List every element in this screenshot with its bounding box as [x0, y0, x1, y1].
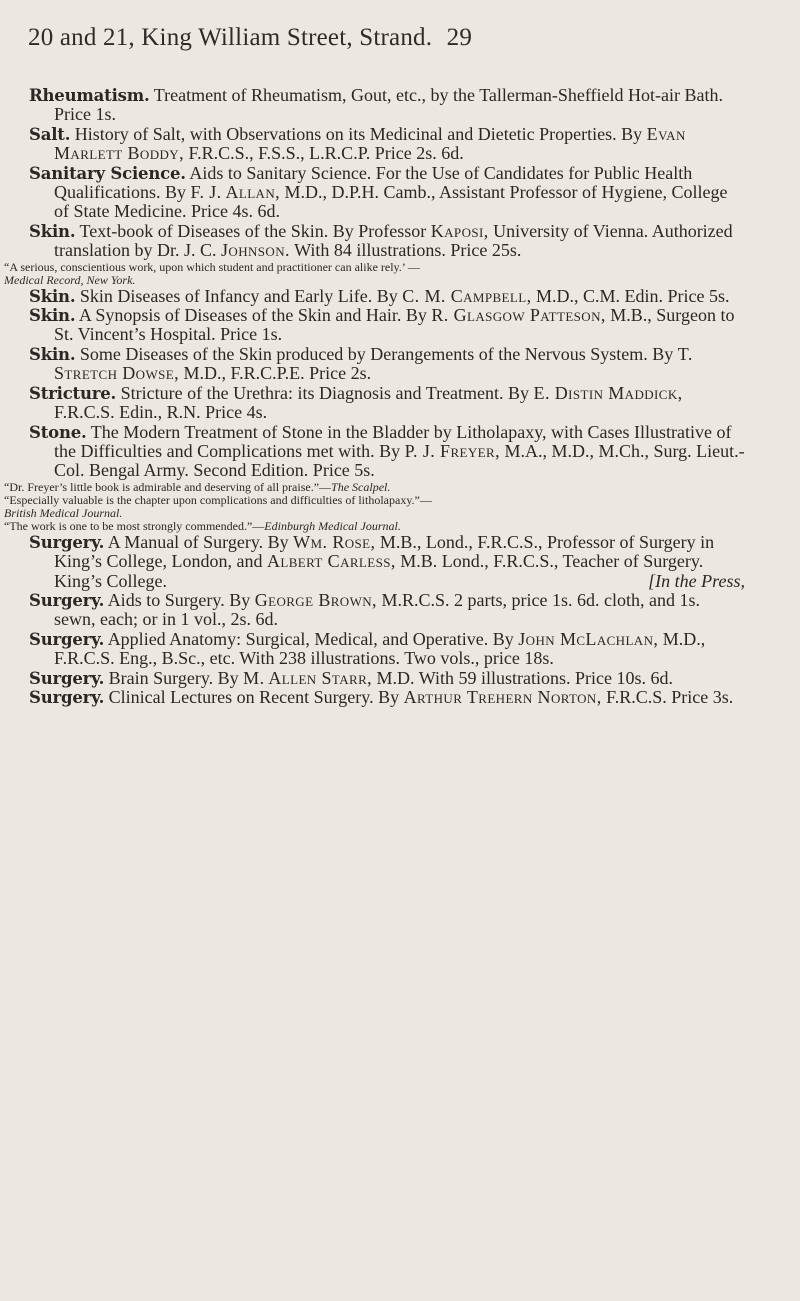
entry-text: M.A., M.D., M.Ch., Surg. Lieut.-Col. Bengal Army. Second Edition. Price 5s. — [54, 440, 745, 481]
entry-author: Evan Marlett Boddy, — [54, 123, 686, 164]
entry-author: P. J. Freyer, — [404, 440, 500, 461]
entry-heading: Skin. — [29, 286, 76, 306]
entry-author: Wm. Rose, — [293, 531, 376, 552]
entry-heading: Sanitary Science. — [29, 163, 186, 183]
entry-heading: Surgery. — [29, 629, 105, 649]
entry-salt — [29, 125, 745, 164]
entry-text: Brain Surgery. By — [108, 667, 239, 688]
entry-author: F. J. Allan, — [190, 182, 281, 203]
entry-author: John McLachlan, — [518, 628, 659, 649]
quote-source: The Scalpel. — [331, 479, 391, 494]
entry-heading: Surgery. — [29, 668, 105, 688]
entry-text: The Modern Treatment of Stone in the Bladder by Litholapaxy, with Cases Illustrative of the Difficulties and Complications met with. By — [54, 421, 732, 461]
entry-text: Clinical Lectures on Recent Surgery. By — [108, 686, 400, 707]
entry-text: F.R.C.S. Price 3s. — [606, 686, 734, 707]
entry-author: C. M. Campbell, — [402, 285, 532, 306]
review-quote — [4, 261, 745, 287]
entry-author: M. Allen Starr, — [243, 667, 373, 688]
quote-text: “Especially valuable is the chapter upon complications and difficulties of litholapaxy.”— — [4, 492, 432, 507]
entry-heading: Skin. — [29, 221, 76, 241]
entry-surgery-starr — [29, 669, 745, 688]
entry-author: Albert Carless, — [266, 551, 396, 572]
entry-rheumatism — [29, 86, 745, 125]
entry-heading: Surgery. — [29, 687, 105, 707]
entry-skin-dowse — [29, 345, 745, 384]
entry-text: Some Diseases of the Skin produced by Derangements of the Nervous System. By — [79, 343, 674, 364]
entry-text: Text-book of Diseases of the Skin. By Professor — [79, 220, 427, 241]
entry-heading: Surgery. — [29, 532, 105, 552]
header-address: 20 and 21, King William Street, Strand. — [28, 24, 433, 51]
running-header — [28, 24, 528, 52]
entry-text: M.B., Lond., F.R.C.S., Professor of Surgery in King’s College, London, and — [54, 531, 715, 572]
entry-text: Stricture of the Urethra: its Diagnosis and Treatment. By — [120, 382, 530, 403]
entry-text: A Synopsis of Diseases of the Skin and Hair. By — [78, 305, 427, 326]
entry-skin-kaposi — [29, 222, 745, 261]
entry-heading: Skin. — [29, 306, 76, 326]
entry-text: M.D., C.M. Edin. Price 5s. — [535, 285, 730, 306]
entry-text: Treatment of Rheumatism, Gout, etc., by the Tallerman-Sheffield Hot-air Bath. Price 1s. — [54, 85, 724, 125]
quote-source: Medical Record, New York. — [4, 272, 136, 287]
entry-text: A Manual of Surgery. By — [107, 531, 289, 552]
entry-heading: Skin. — [29, 344, 76, 364]
entry-text: M.R.C.S. 2 parts, price 1s. 6d. cloth, and 1s. sewn, each; or in 1 vol., 2s. 6d. — [54, 589, 700, 630]
page-number: 29 — [446, 24, 473, 51]
entry-heading: Stricture. — [29, 383, 117, 403]
entry-surgery-mclachlan — [29, 630, 745, 669]
entry-heading: Stone. — [29, 422, 87, 442]
entry-surgery-rose — [29, 533, 745, 591]
entry-text: M.D., D.P.H. Camb., Assistant Professor of Hygiene, College of State Medicine. Price 4s. 6d. — [54, 182, 728, 222]
entry-author: T. Stretch Dowse, — [54, 343, 693, 384]
entry-text: M.D., F.R.C.P.E. Price 2s. — [183, 363, 372, 384]
entry-text: Aids to Sanitary Science. For the Use of Candidates for Public Health Qualifications. By — [54, 162, 693, 203]
entry-author: Kaposi, — [430, 220, 489, 241]
entry-text: Aids to Surgery. By — [107, 589, 251, 610]
entry-text: M.D. With 59 illustrations. Price 10s. 6d. — [376, 667, 673, 688]
catalogue-entries — [4, 85, 745, 707]
entry-heading: Surgery. — [29, 590, 105, 610]
entry-author: George Brown, — [254, 589, 377, 610]
entry-text: M.B., Surgeon to St. Vincent’s Hospital. Price 1s. — [54, 305, 735, 345]
entry-text: With 84 illustrations. Price 25s. — [294, 240, 522, 261]
entry-author: Johnson. — [221, 240, 290, 261]
review-quotes — [4, 481, 745, 533]
entry-text: Applied Anatomy: Surgical, Medical, and Operative. By — [107, 628, 514, 649]
entry-surgery-brown — [29, 591, 745, 630]
quote-text: “Dr. Freyer’s little book is admirable and deserving of all praise.”— — [4, 479, 332, 494]
entry-surgery-norton — [29, 688, 745, 707]
entry-text: University of Vienna. Authorized translation by Dr. J. C. — [54, 220, 733, 261]
entry-author: Arthur Trehern Norton, — [403, 686, 602, 707]
quote-text: “The work is one to be most strongly commended.”— — [4, 518, 265, 533]
entry-text: M.B. Lond., F.R.C.S., Teacher of Surgery. King’s College. — [54, 551, 704, 591]
entry-text: F.R.C.S. Edin., R.N. Price 4s. — [54, 402, 268, 423]
quote-text: “A serious, conscientious work, upon which student and practitioner can alike rely.’ — — [4, 259, 420, 274]
entry-skin-patteson — [29, 306, 745, 345]
entry-stricture — [29, 384, 745, 423]
entry-heading: Salt. — [29, 124, 71, 144]
entry-author: E. Distin Maddick, — [533, 382, 683, 403]
entry-text: Skin Diseases of Infancy and Early Life. By — [79, 285, 398, 306]
entry-text: F.R.C.S., F.S.S., L.R.C.P. Price 2s. 6d. — [188, 143, 464, 164]
entry-text: History of Salt, with Observations on its Medicinal and Dietetic Properties. By — [74, 123, 643, 144]
quote-source: British Medical Journal. — [4, 505, 123, 520]
entry-sanitary-science — [29, 164, 745, 222]
entry-text: M.D., F.R.C.S. Eng., B.Sc., etc. With 238 illustrations. Two vols., price 18s. — [54, 628, 706, 669]
entry-heading: Rheumatism. — [29, 86, 150, 105]
entry-stone — [29, 423, 745, 481]
quote-source: Edinburgh Medical Journal. — [264, 518, 401, 533]
entry-skin-campbell — [29, 287, 745, 306]
publication-status: [In the Press, — [648, 570, 745, 591]
entry-author: R. Glasgow Patteson, — [431, 305, 606, 326]
